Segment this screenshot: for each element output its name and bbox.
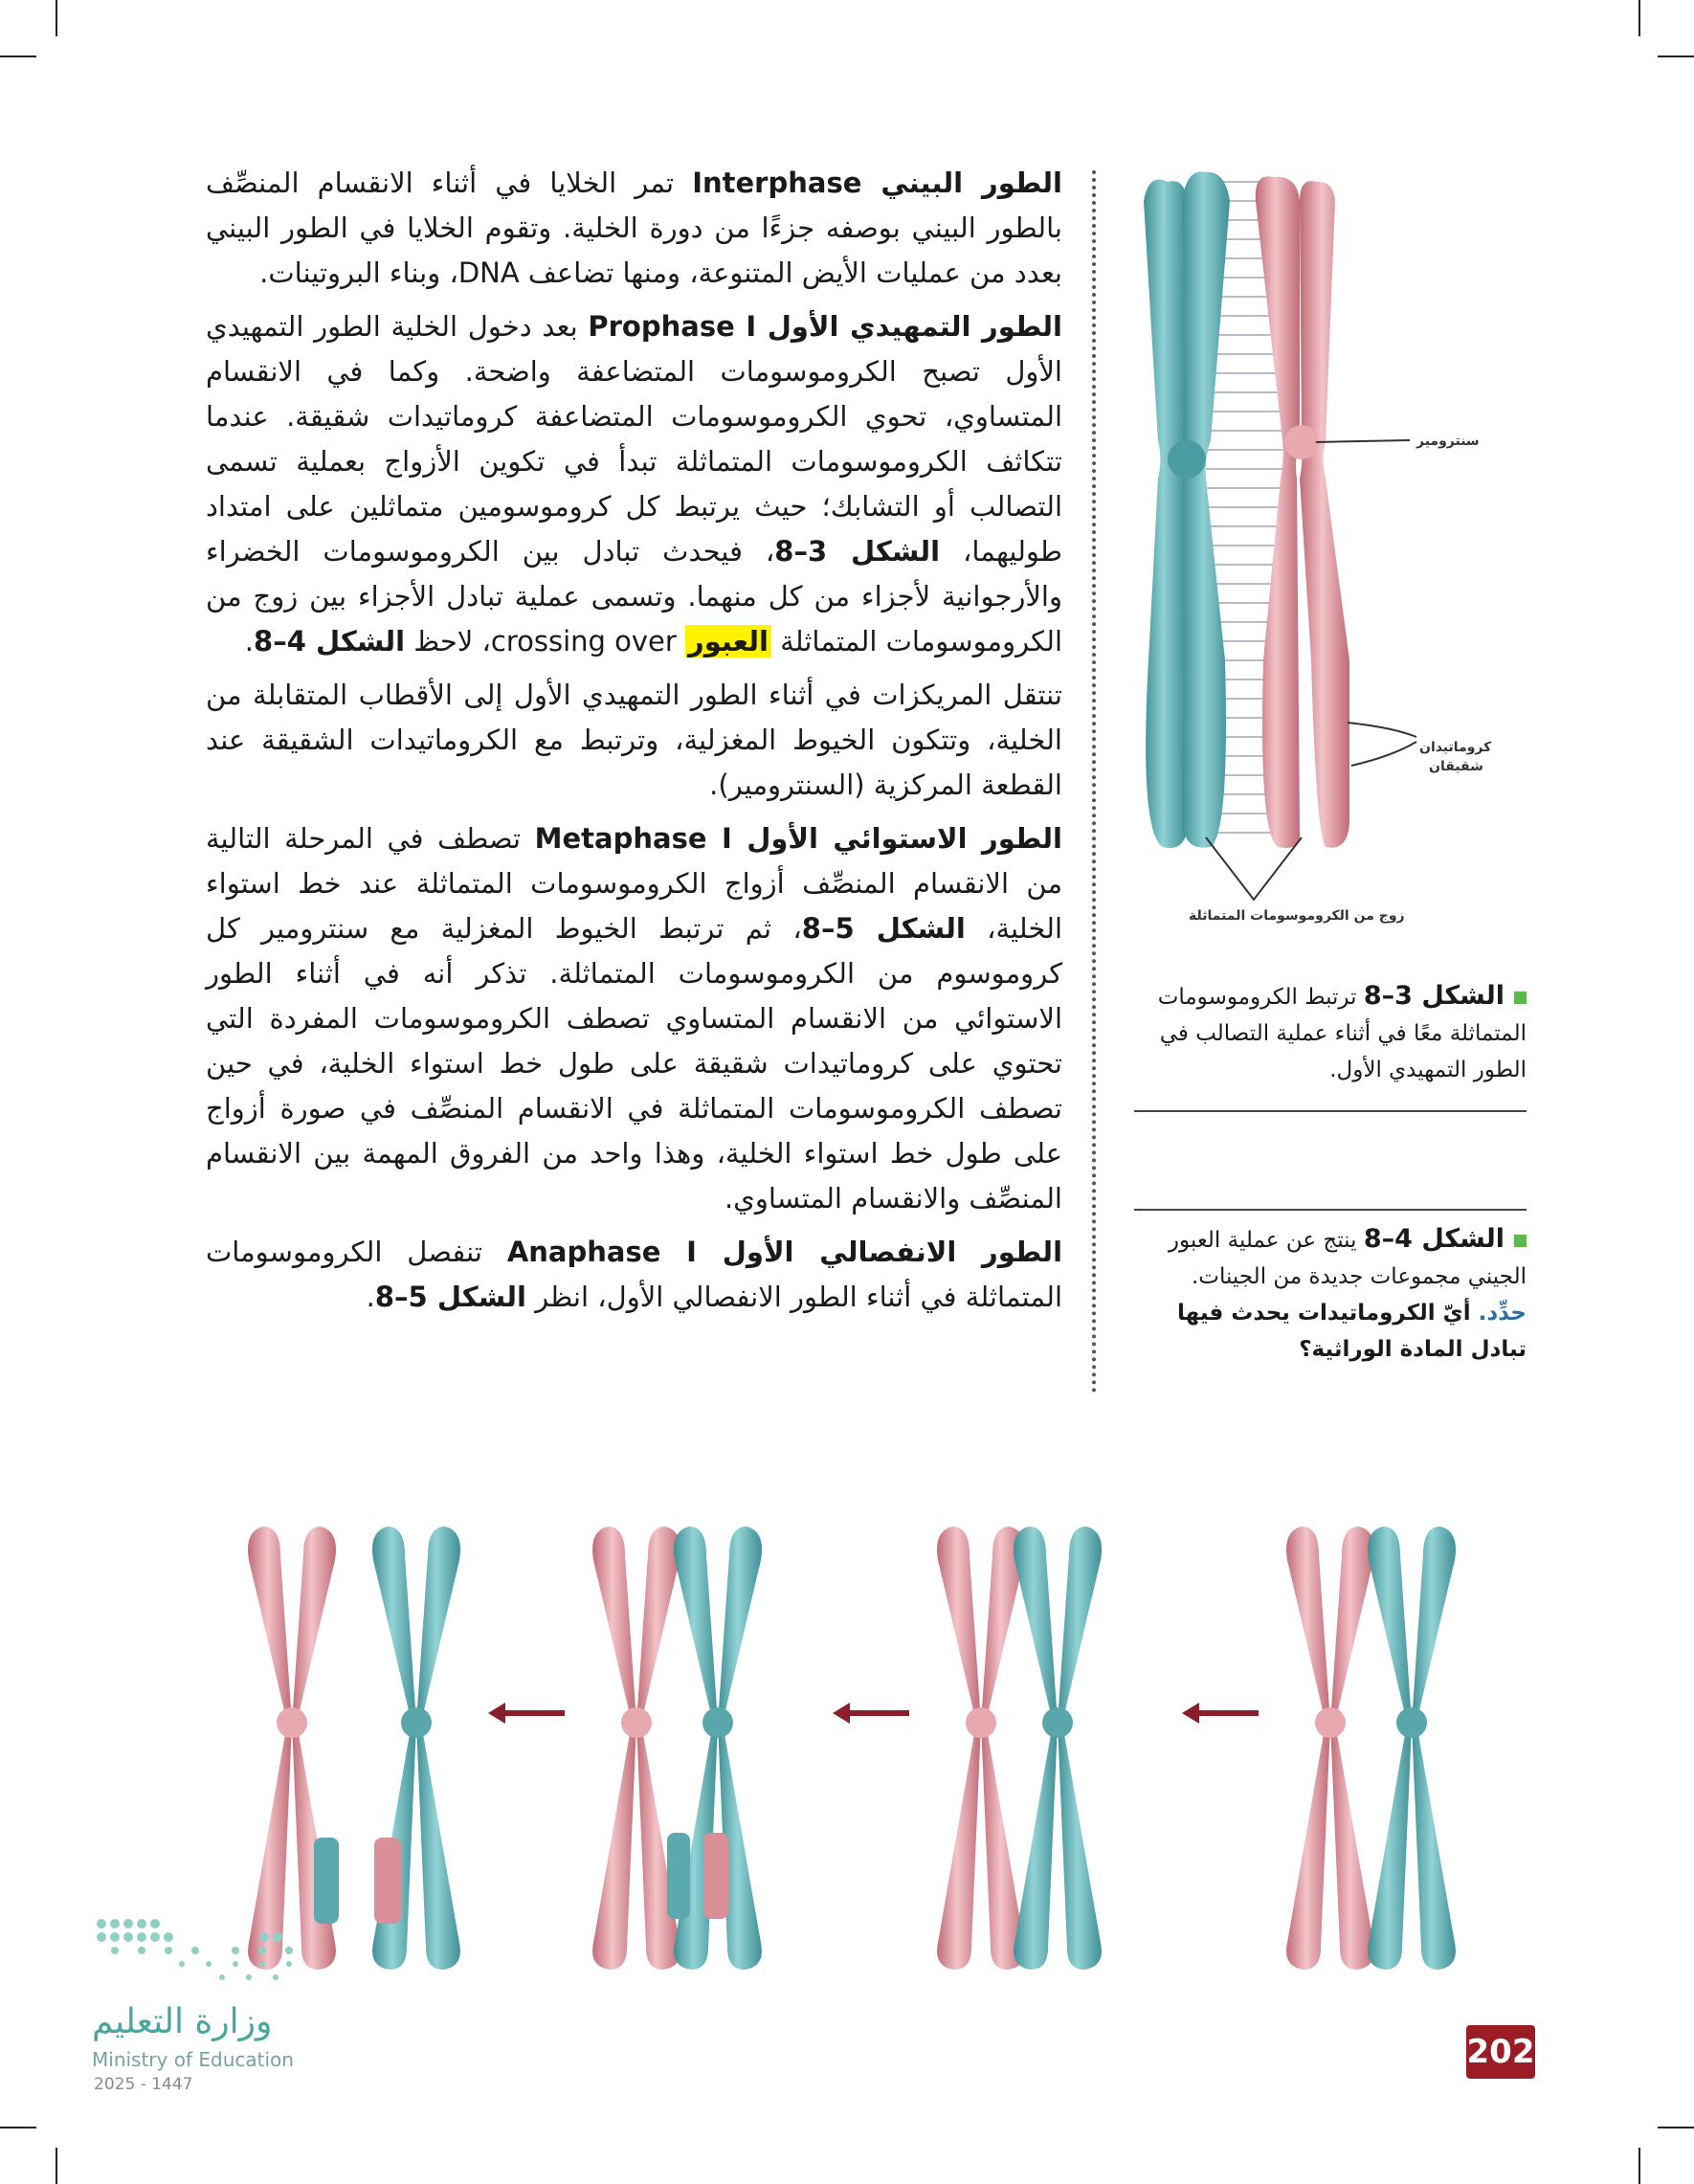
caption-text-3-8: ترتبط الكروموسومات المتماثلة معًا في أثناء عملية التصالب في الطور التمهيدي الأول. — [1157, 985, 1527, 1082]
caption-text-4-8: ينتج عن عملية العبور الجيني مجموعات جديدة من الجينات. — [1168, 1228, 1527, 1289]
ministry-year: 2025 - 1447 — [94, 2075, 193, 2094]
ministry-name-english: Ministry of Education — [92, 2048, 294, 2071]
ministry-name-arabic: وزارة التعليم — [92, 2002, 273, 2041]
highlight-crossing-over: العبور — [685, 625, 771, 657]
teal-chromatid-outer — [1144, 180, 1187, 849]
pair-after — [248, 1527, 460, 1970]
figure-3-8-illustration — [1129, 163, 1531, 919]
crop-mark — [1658, 56, 1694, 57]
teal-chromatid-inner — [1182, 171, 1230, 847]
caption-number-3-8: الشكل 3–8 — [1363, 981, 1505, 1011]
metaphase-text-b: ، ثم ترتبط الخيوط المغزلية مع سنترومير كل كروموسوم من الكروموسومات المتماثلة. تذكر أنه في أثناء الطور الاستوائي من الانقسام المتساوي تصطف الكروموسومات المفردة التي تحتوي على كروماتيدات شقيقة على طول خط استواء الخلية، في حين تصطف الكروموسومات المتماثلة في الانقسام المنصِّف في صورة أزواج على طول خط استواء الخلية، وهذا واحد من الفروق المهمة بين الانقسام المنصِّف والانقسام المتساوي. — [206, 912, 1062, 1215]
interphase-text: تمر الخلايا في أثناء الانقسام المنصِّف بالطور البيني بوصفه جزءًا من دورة الخلية. وتقوم الخلايا في الطور البيني بعدد من عمليات الأيض المتنوعة، ومنها تضاعف DNA، وبناء البروتينات. — [206, 167, 1062, 289]
crop-mark — [1638, 2148, 1640, 2184]
term-prophase: الطور التمهيدي الأول Prophase I — [588, 310, 1062, 343]
anaphase-text-b: . — [366, 1281, 375, 1313]
term-anaphase: الطور الانفصالي الأول Anaphase I — [506, 1236, 1063, 1268]
label-centromere: سنترومير — [1416, 434, 1480, 449]
column-divider — [1092, 170, 1096, 1393]
crop-mark — [1658, 2127, 1694, 2128]
exchanged-segment-teal — [314, 1838, 339, 1924]
caption-rule — [1134, 1209, 1527, 1211]
question-text: أيّ الكروماتيدات يحدث فيها تبادل المادة الوراثية؟ — [1177, 1301, 1527, 1362]
main-text-column — [206, 161, 1062, 1328]
caption-figure-4-8 — [1134, 1221, 1527, 1368]
caption-bullet-icon — [1514, 992, 1527, 1004]
crop-mark — [1638, 0, 1640, 36]
figure-4-8-illustration — [215, 1522, 1469, 1972]
teal-chromosome — [1368, 1527, 1456, 1970]
page-number: 202 — [1466, 2025, 1535, 2079]
pair-crossing — [937, 1527, 1102, 1970]
crop-mark — [56, 0, 57, 36]
ministry-logo-icon — [92, 1914, 302, 1991]
pink-chromosome — [937, 1527, 1025, 1970]
prophase-text-b: ، فيحدث تبادل بين الكروموسومات الخضراء والأرجوانية لأجزاء من كل منهما. وتسمى عملية تبادل الأجزاء بين زوج من الكروموسومات المتماثلة — [206, 535, 1062, 657]
prophase-text-d: . — [244, 625, 255, 657]
pair-before — [1286, 1527, 1456, 1970]
exchanged-segment-teal — [667, 1833, 690, 1919]
arrow-icon — [1182, 1703, 1259, 1724]
figure-ref-3-8[interactable]: الشكل 3–8 — [774, 535, 941, 568]
paragraph-interphase — [206, 161, 1062, 296]
arrow-icon — [488, 1703, 565, 1724]
figure-ref-5-8[interactable]: الشكل 5–8 — [801, 912, 966, 945]
crop-mark — [0, 56, 36, 57]
crop-mark — [0, 2127, 36, 2128]
pink-chromatid-outer — [1300, 181, 1349, 848]
label-homologous-pair: زوج من الكروموسومات المتماثلة — [1189, 908, 1405, 924]
arrow-icon — [833, 1703, 909, 1724]
paragraph-centrioles — [206, 673, 1062, 808]
teal-centromere — [1168, 440, 1206, 479]
teal-chromosome — [1014, 1527, 1102, 1970]
figure-ref-5-8-b[interactable]: الشكل 5–8 — [374, 1281, 526, 1313]
caption-figure-3-8 — [1134, 978, 1527, 1088]
term-interphase: الطور البيني Interphase — [692, 167, 1062, 199]
metaphase-text-a: تصطف في المرحلة التالية من الانقسام المنصِّف أزواج الكروموسومات المتماثلة عند خط استواء الخلية، — [206, 822, 1063, 945]
paragraph-metaphase — [206, 816, 1062, 1221]
anaphase-text-a: تنفصل الكروموسومات المتماثلة في أثناء الطور الانفصالي الأول، انظر — [206, 1236, 1062, 1313]
term-metaphase: الطور الاستوائي الأول Metaphase I — [534, 822, 1062, 855]
pink-chromosome — [1286, 1527, 1374, 1970]
caption-bullet-icon — [1514, 1235, 1527, 1247]
prophase-text-c: crossing over، لاحظ — [405, 625, 686, 657]
paragraph-anaphase — [206, 1230, 1062, 1320]
label-sister-chromatids-1: كروماتيدان — [1419, 740, 1492, 755]
question-label: حدِّد. — [1478, 1301, 1527, 1326]
caption-rule — [1134, 1110, 1527, 1112]
pink-centromere — [1284, 425, 1319, 459]
label-sister-chromatids-2: شقيقان — [1429, 759, 1483, 774]
pair-exchanged — [592, 1527, 762, 1970]
figure-ref-4-8[interactable]: الشكل 4–8 — [254, 625, 406, 657]
caption-number-4-8: الشكل 4–8 — [1363, 1224, 1505, 1254]
exchanged-segment-pink — [374, 1838, 401, 1924]
exchanged-segment-pink — [703, 1833, 728, 1919]
paragraph-prophase — [206, 304, 1062, 664]
prophase-text-a: بعد دخول الخلية الطور التمهيدي الأول تصبح الكروموسومات المتضاعفة واضحة. وكما في الانقسام المتساوي، تحوي الكروموسومات المتضاعفة كروماتيدات شقيقة. عندما تتكاثف الكروموسومات المتماثلة تبدأ في تكوين الأزواج بعملية تسمى التصالب أو التشابك؛ حيث يرتبط كل كروموسومين متماثلين على امتداد طوليهما، — [206, 310, 1062, 568]
crop-mark — [56, 2148, 57, 2184]
centrioles-text: تنتقل المريكزات في أثناء الطور التمهيدي الأول إلى الأقطاب المتقابلة من الخلية، وتتكون الخيوط المغزلية، وترتبط مع الكروماتيدات الشقيقة عند القطعة المركزية (السنترومير). — [206, 679, 1062, 801]
